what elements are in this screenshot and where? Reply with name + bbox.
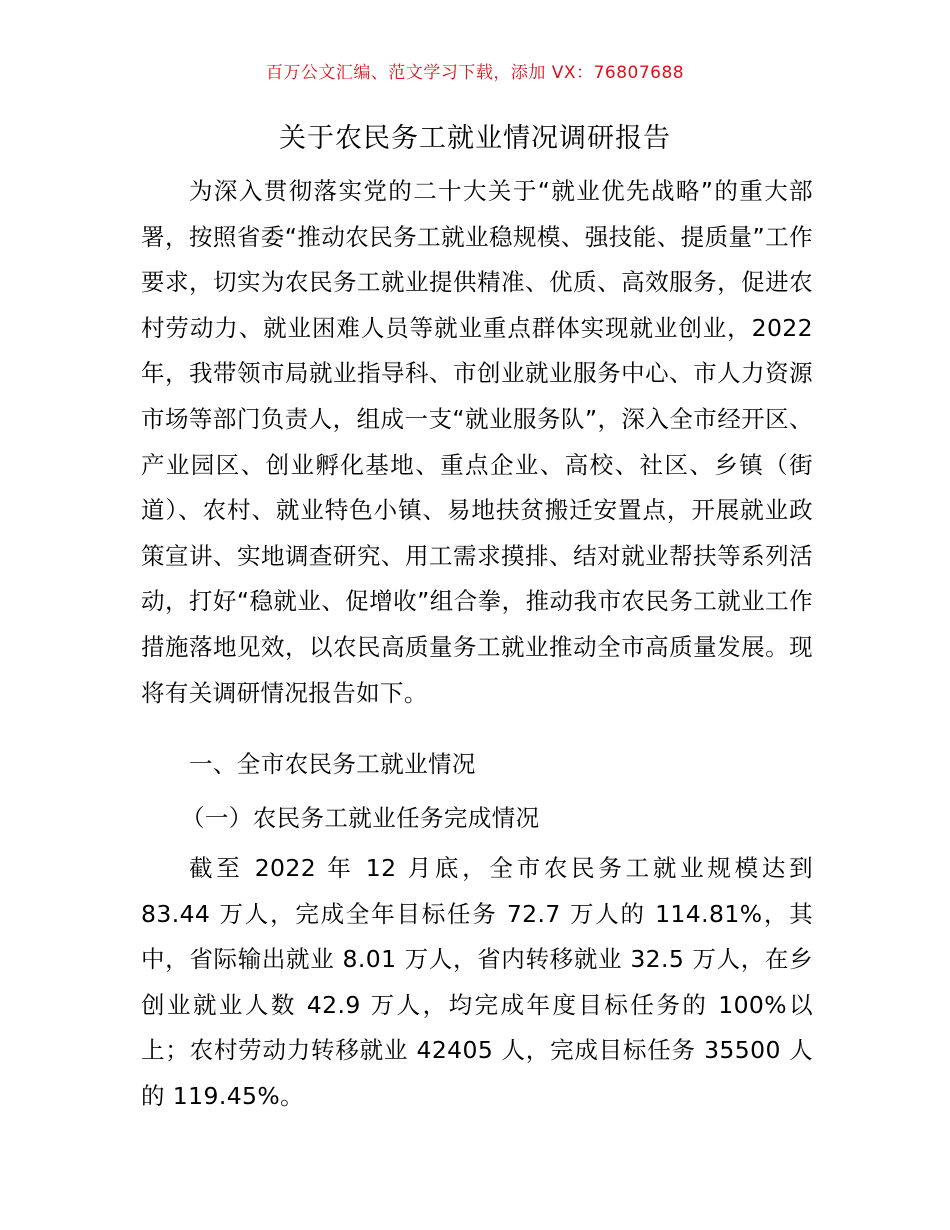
header-banner: 百万公文汇编、范文学习下载，添加 VX：76807688: [265, 63, 685, 83]
section-heading: 一、全市农民务工就业情况: [189, 750, 476, 778]
document-title: 关于农民务工就业情况调研报告: [279, 123, 671, 154]
subsection-heading: （一）农民务工就业任务完成情况: [181, 804, 540, 832]
intro-paragraph: 为深入贯彻落实党的二十大关于“就业优先战略”的重大部署，按照省委“推动农民务工就业稳规模、强技能、提质量”工作要求，切实为农民务工就业提供精准、优质、高效服务，促进农村劳动力、就业困难人员等就业重点群体实现就业创业，2022 年，我带领市局就业指导科、市创业就业服务中心、市人力资源市场等部门负责人，组成一支“就业服务队”，深入全市经开区、产业园区、创业孵化基地、重点企业、高校、社区、乡镇（街道）、农村、就业特色小镇、易地扶贫搬迁安置点，开展就业政策宣讲、实地调查研究、用工需求摸排、结对就业帮扶等系列活动，打好“稳就业、促增收”组合拳，推动我市农民务工就业工作措施落地见效，以农民高质量务工就业推动全市高质量发展。现将有关调研情况报告如下。: [141, 177, 813, 707]
subsection-paragraph: 截至 2022 年 12 月底，全市农民务工就业规模达到 83.44 万人，完成全年目标任务 72.7 万人的 114.81%，其中，省际输出就业 8.01 万人，省内转移就业 32.5 万人，在乡创业就业人数 42.9 万人，均完成年度目标任务的 100%以上；农村劳动力转移就业 42405 人，完成目标任务 35500 人的 119.45%。: [141, 854, 813, 1110]
